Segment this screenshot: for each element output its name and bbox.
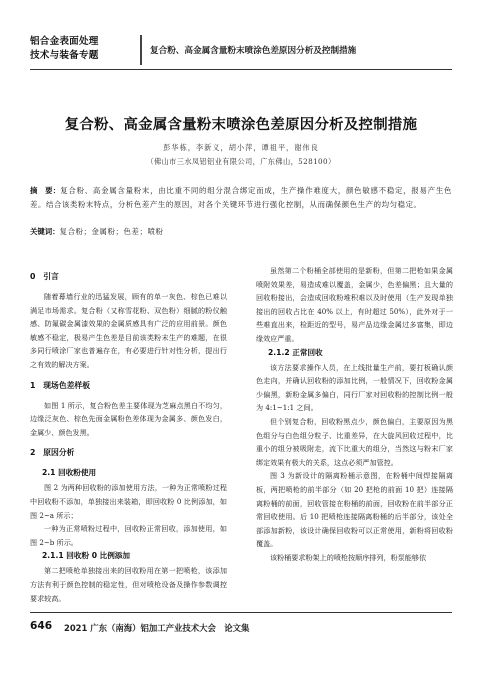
affiliation: （佛山市三水凤铝铝业有限公司，广东佛山，528100）	[146, 157, 336, 166]
body-paragraph: 虽然第二个粉桶全部使用的是新粉，但第二把枪如果金属喷附效果差，易造成难以覆盖，金属少，色差偏黑；且大量的回收粉接出，会造成回收粉堆积难以及时使用（生产发现单独接出的回收占比在 40% 以上，有时超过 50%），此外对于一些难直出来，检距近的型号，易产品边缘金属过多富集，即边缘效应严重。	[256, 266, 453, 343]
right-column	[256, 264, 453, 564]
section-heading: 1 现场色差样板	[30, 380, 91, 390]
subsection-heading: 2.1 回收粉使用	[42, 468, 97, 478]
body-paragraph: 该方法要求操作人员，在上线批量生产前，要打板确认颜色走向，并确认回收粉的添加比例，一般情况下，回收粉金属少偏黑，新粉金属多偏白，同行厂家对回收粉的控制比例一般为 4:1~1:1 之间。	[256, 362, 453, 413]
running-title: 复合粉、高金属含量粉末喷涂色差原因分析及控制措施	[150, 46, 357, 56]
section-gap	[30, 439, 227, 446]
subsection-heading: 2.1.2 正常回收	[268, 347, 323, 357]
body-paragraph: 图 3 为新设计的隔离粉桶示意图，在粉桶中间焊接隔离板，两把喷枪的前半部分（如 20 把枪的前面 10 把）连接隔离粉桶的前面，回收管接在粉桶的前面，回收粉在前半部分正常回收使用。后 10 把喷枪连接隔离粉桶的后半部分，该处全部添加新粉，该设计确保回收粉可以正常使用，新粉将回收粉覆盖。	[256, 471, 453, 549]
section-heading: 0 引言	[30, 272, 59, 281]
header-divider	[140, 35, 142, 65]
body-paragraph: 如图 1 所示，复合粉色差主要体现为芝麻点黑白不均匀，边缘泛灰色、棕色先面金属粉色差体现为金属多、颜色发白，金属少、颜色发黑。	[30, 400, 227, 437]
abstract-text: 复合粉、高金属含量粉末，由比重不同的组分混合绑定而成，生产操作难度大，颜色敏感不稳定，报易产生色差。结合该类粉末特点，分析色差产生的原因，对各个关键环节进行强化控制，从而确保颜色生产的均匀稳定。	[30, 186, 452, 209]
left-column	[30, 270, 227, 605]
subsection-heading: 2.1.1 回收粉 0 比例添加	[42, 551, 130, 561]
series-brand	[30, 35, 134, 62]
keywords-text: 复合粉；金属粉；色差；喷粉	[59, 227, 164, 236]
body-paragraph: 该粉桶要求粉架上的喷枪按顺序排列，粉泵能够依	[270, 552, 427, 562]
page-footer	[30, 612, 452, 637]
brand-line-2: 技术与装备专题	[30, 49, 99, 61]
authors: 彭华栋，李新义，胡小萍，谭祖平，谢伟良	[163, 143, 319, 152]
body-paragraph: 随着幕墙行业的迅猛发展，顾有的单一灰色、棕色已难以满足市场需求。复合粉（又称雪花粉、双色粉）细腻的粉仪触感、防氟碳金属漆效果的金属质感具有广泛的应用前景。颜色敏感不稳定，极易产生色差是目前该类粉末生产的难题，在很多同行喷涂厂家也普遍存在，有必要进行针对性分析，提出行之有效的解决方案。	[30, 292, 227, 369]
section-gap	[30, 372, 227, 379]
keywords-label: 关键词：	[30, 227, 60, 236]
section-heading: 2 原因分析	[30, 448, 75, 458]
body-paragraph: 一种为正常喷粉过程中，回收粉正常回收，添加使用，如图 2~b 所示。	[30, 524, 227, 547]
keywords	[30, 226, 452, 237]
brand-line-1: 铝合金表面处理	[30, 36, 99, 47]
body-paragraph: 第二把喷枪单独接出来的回收粉用在第一把喷枪，该添加方法有利于颜色控制的稳定性，但对喷枪设备及操作参数调控要求较高。	[30, 566, 227, 603]
abstract	[30, 184, 452, 212]
conference-name: 2021 广东（南海）铝加工产业技术大会 论文集	[64, 623, 250, 633]
body-paragraph: 图 2 为两种回收粉的添加使用方法，一种为正常喷粉过程中回收粉不添加，单独接出来装箱，即回收粉 0 比例添加，如图 2~a 所示；	[30, 483, 227, 520]
running-header	[30, 33, 452, 70]
page-number: 646	[30, 620, 53, 632]
abstract-label: 摘 要：	[30, 186, 61, 195]
body-paragraph: 但个别复合粉，回收粉黑点少，颜色偏白，主要原因为黑色组分与白色组分粒子、比重差异，在大旋风回收过程中，比重小的组分被吸附走，流下比重大的组分，当然这与粉末厂家绑定效果有极大的关系，这点必须严加管控。	[256, 416, 453, 467]
paper-title: 复合粉、高金属含量粉末喷涂色差原因分析及控制措施	[64, 117, 418, 133]
